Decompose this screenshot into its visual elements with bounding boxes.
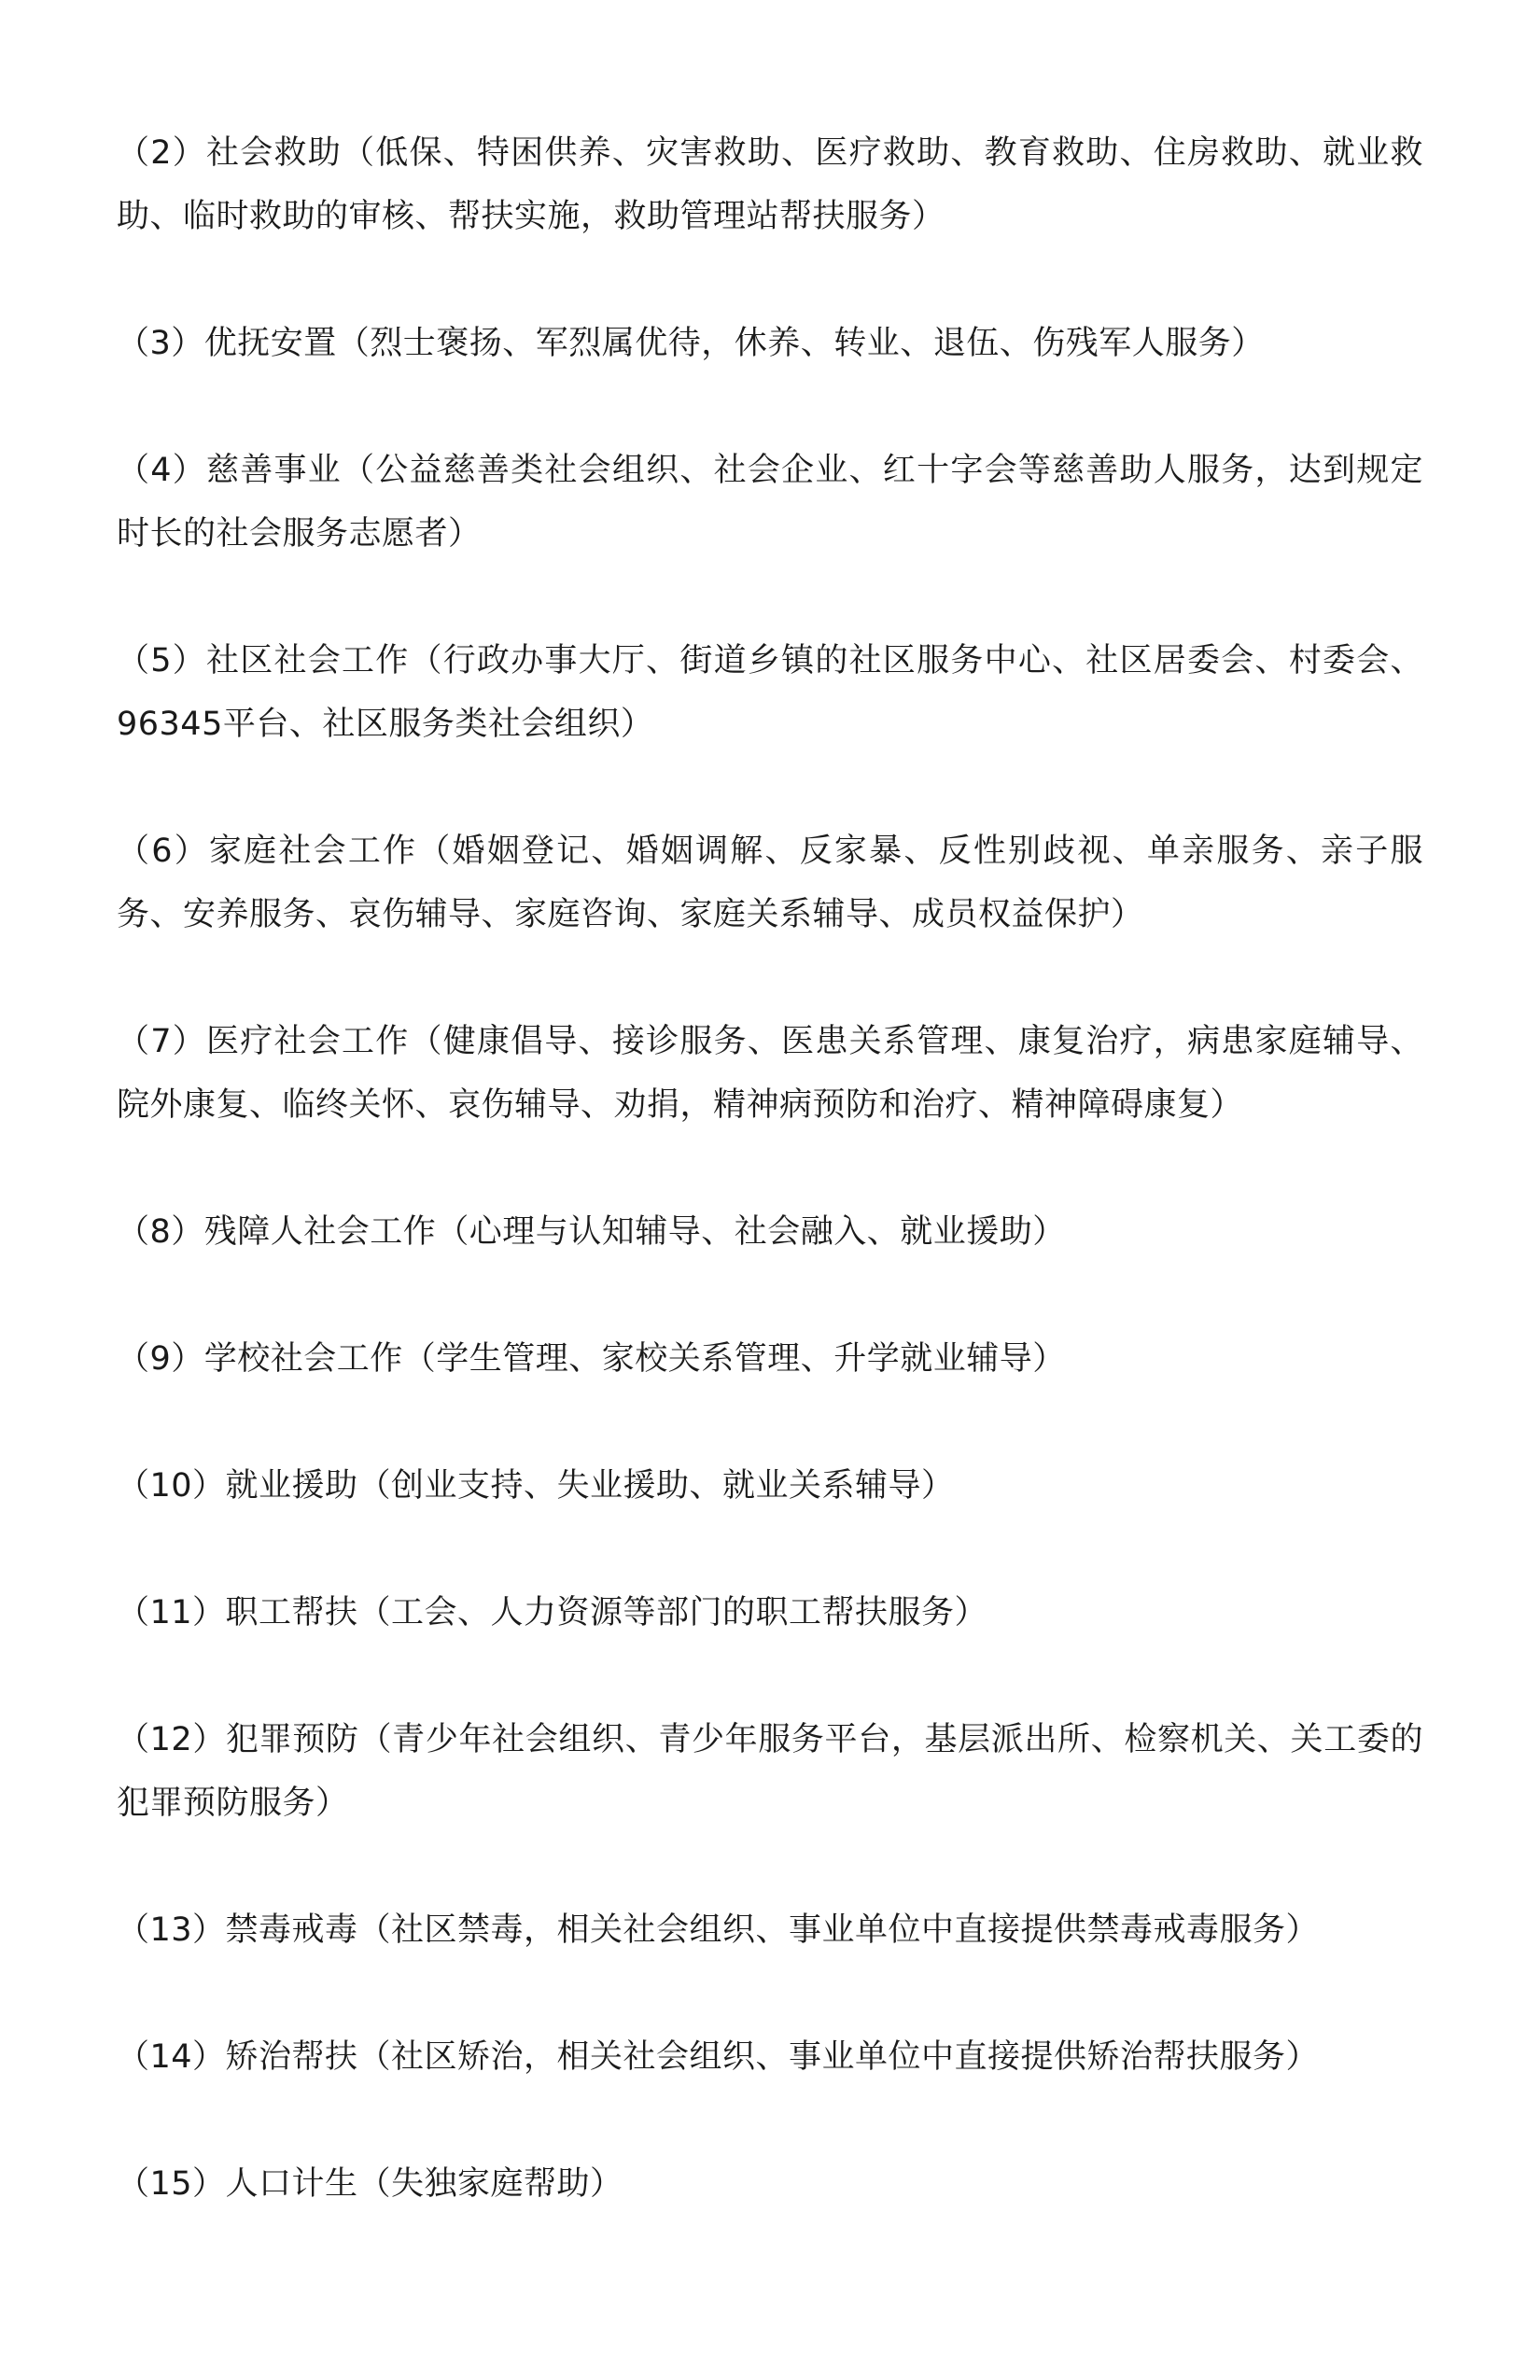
list-item: （15）人口计生（失独家庭帮助） bbox=[117, 2165, 623, 2203]
list-item: （7）医疗社会工作（健康倡导、接诊服务、医患关系管理、康复治疗，病患家庭辅导、院外康复、临终关怀、哀伤辅导、劝捐，精神病预防和治疗、精神障碍康复） bbox=[117, 1023, 1423, 1124]
list-item: （8）残障人社会工作（心理与认知辅导、社会融入、就业援助） bbox=[117, 1213, 1066, 1251]
list-item: （13）禁毒戒毒（社区禁毒，相关社会组织、事业单位中直接提供禁毒戒毒服务） bbox=[117, 1911, 1320, 1949]
list-item: （4）慈善事业（公益慈善类社会组织、社会企业、红十字会等慈善助人服务，达到规定时长的社会服务志愿者） bbox=[117, 452, 1423, 553]
list-item: （12）犯罪预防（青少年社会组织、青少年服务平台，基层派出所、检察机关、关工委的犯罪预防服务） bbox=[117, 1721, 1423, 1822]
document-body bbox=[117, 121, 1423, 2216]
list-item: （2）社会救助（低保、特困供养、灾害救助、医疗救助、教育救助、住房救助、就业救助、临时救助的审核、帮扶实施，救助管理站帮扶服务） bbox=[117, 134, 1423, 235]
list-item: （14）矫治帮扶（社区矫治，相关社会组织、事业单位中直接提供矫治帮扶服务） bbox=[117, 2038, 1320, 2076]
list-item: （6）家庭社会工作（婚姻登记、婚姻调解、反家暴、反性别歧视、单亲服务、亲子服务、安养服务、哀伤辅导、家庭咨询、家庭关系辅导、成员权益保护） bbox=[117, 833, 1423, 933]
list-item: （10）就业援助（创业支持、失业援助、就业关系辅导） bbox=[117, 1467, 955, 1505]
list-item: （9）学校社会工作（学生管理、家校关系管理、升学就业辅导） bbox=[117, 1340, 1066, 1378]
list-item: （3）优抚安置（烈士褒扬、军烈属优待，休养、转业、退伍、伤残军人服务） bbox=[117, 325, 1265, 362]
list-item: （11）职工帮扶（工会、人力资源等部门的职工帮扶服务） bbox=[117, 1594, 988, 1631]
list-item: （5）社区社会工作（行政办事大厅、街道乡镇的社区服务中心、社区居委会、村委会、96345平台、社区服务类社会组织） bbox=[117, 642, 1423, 743]
